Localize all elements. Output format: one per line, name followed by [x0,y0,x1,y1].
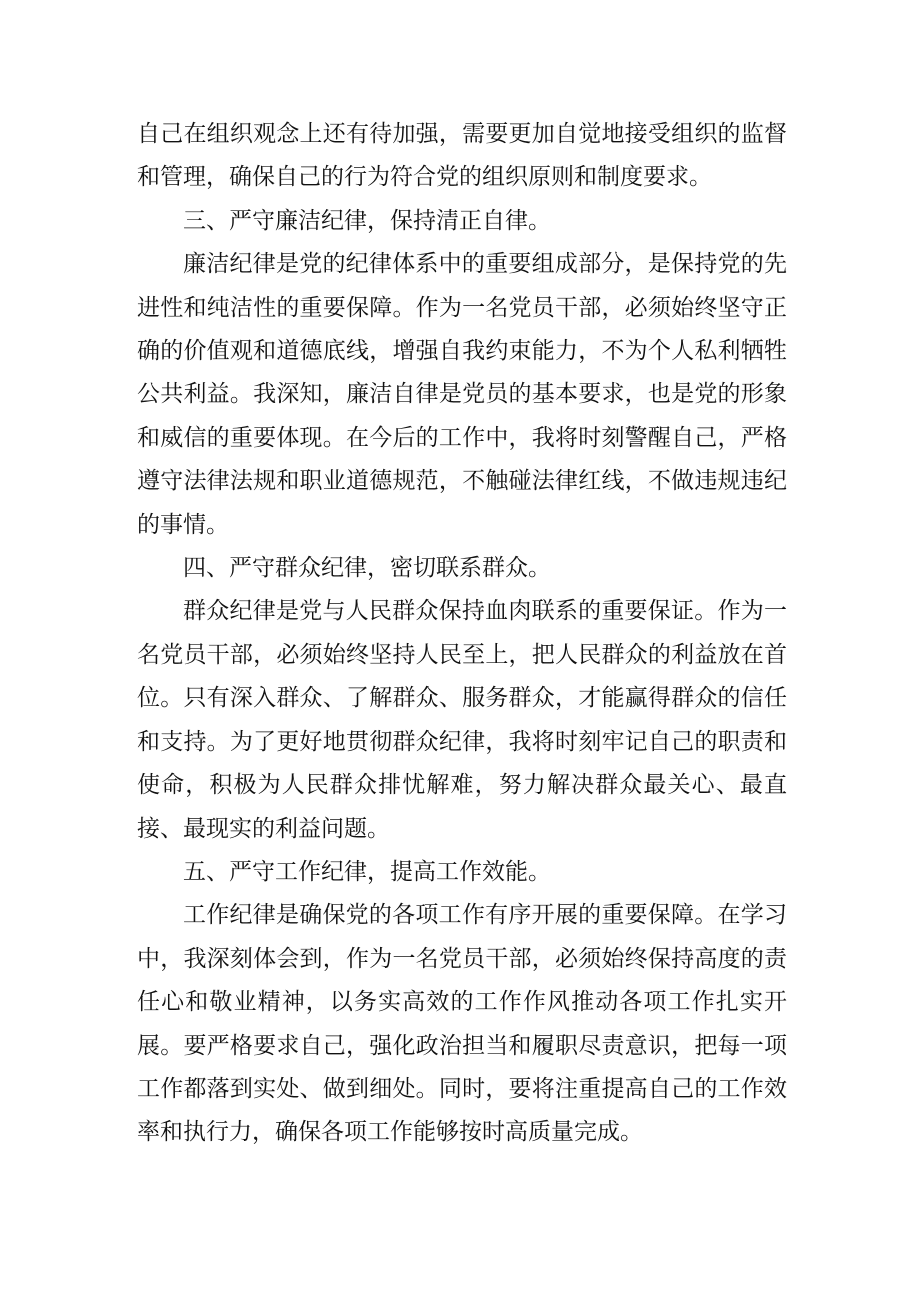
section-heading-4: 四、严守群众纪律，密切联系群众。 [183,555,551,582]
paragraph-continuation: 自己在组织观念上还有待加强，需要更加自觉地接受组织的监督和管理，确保自己的行为符合党的组织原则和制度要求。 [137,121,787,191]
section-heading-5: 五、严守工作纪律，提高工作效能。 [183,858,551,885]
section-heading-3: 三、严守廉洁纪律，保持清正自律。 [183,207,551,234]
paragraph-integrity-discipline: 廉洁纪律是党的纪律体系中的重要组成部分，是保持党的先进性和纯洁性的重要保障。作为一名党员干部，必须始终坚守正确的价值观和道德底线，增强自我约束能力，不为个人私利牺牲公共利益。我深知，廉洁自律是党员的基本要求，也是党的形象和威信的重要体现。在今后的工作中，我将时刻警醒自己，严格遵守法律法规和职业道德规范，不触碰法律红线，不做违规违纪的事情。 [137,251,787,538]
paragraph-work-discipline: 工作纪律是确保党的各项工作有序开展的重要保障。在学习中，我深刻体会到，作为一名党员干部，必须始终保持高度的责任心和敬业精神，以务实高效的工作作风推动各项工作扎实开展。要严格要求自己，强化政治担当和履职尽责意识，把每一项工作都落到实处、做到细处。同时，要将注重提高自己的工作效率和执行力，确保各项工作能够按时高质量完成。 [137,902,787,1146]
paragraph-mass-discipline: 群众纪律是党与人民群众保持血肉联系的重要保证。作为一名党员干部，必须始终坚持人民至上，把人民群众的利益放在首位。只有深入群众、了解群众、服务群众，才能赢得群众的信任和支持。为了更好地贯彻群众纪律，我将时刻牢记自己的职责和使命，积极为人民群众排忧解难，努力解决群众最关心、最直接、最现实的利益问题。 [137,598,787,842]
document-page [137,113,787,1155]
